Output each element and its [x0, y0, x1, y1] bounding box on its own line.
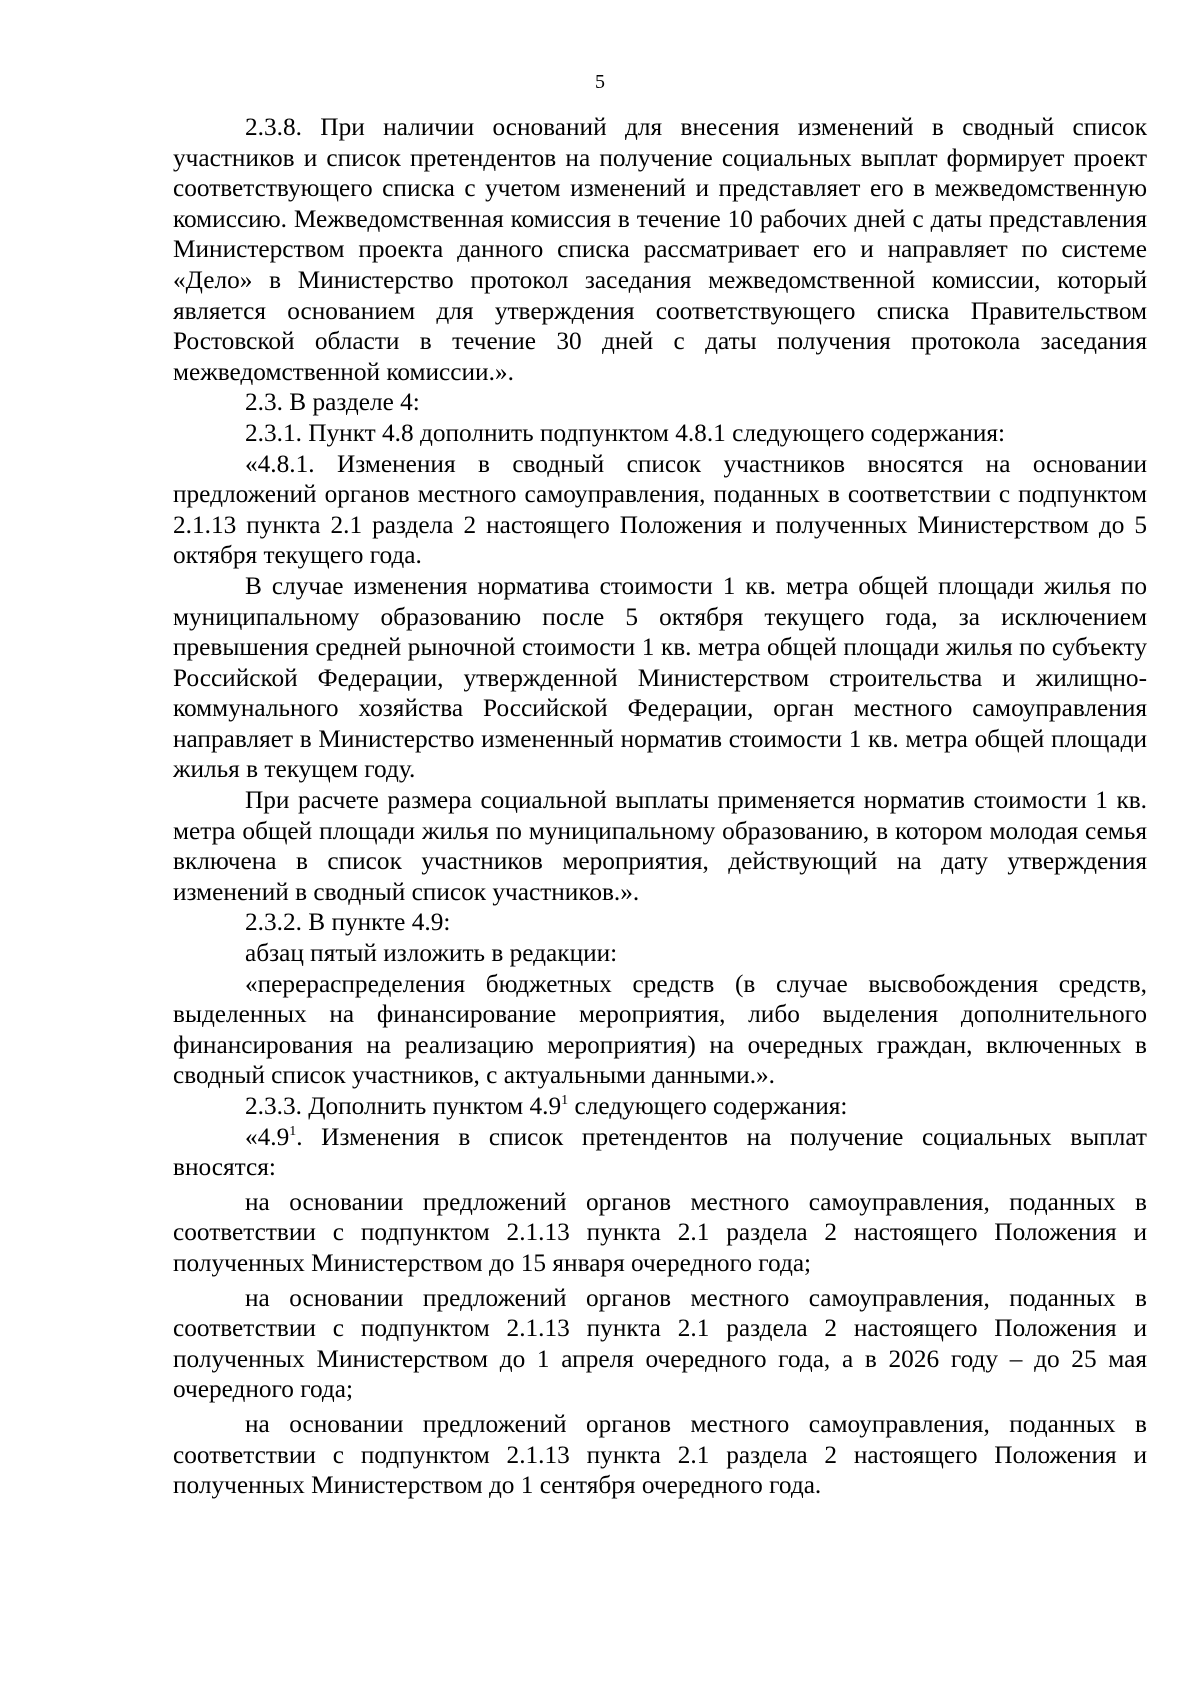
- paragraph-4-9-1-tail: . Изменения в список претендентов на получение социальных выплат вносятся:: [173, 1122, 1147, 1182]
- paragraph-redistribution: «перераспределения бюджетных средств (в случае высвобождения средств, выделенных на финансирование мероприятия, либо выделения дополнительного финансирования на реализацию мероприятия) на очередных граждан, включенных в сводный список участников, с актуальными данными.».: [173, 969, 1147, 1090]
- paragraph-4-9-1: [173, 1122, 1147, 1183]
- paragraph-2-3-8: 2.3.8. При наличии оснований для внесения изменений в сводный список участников и список претендентов на получение социальных выплат формирует проект соответствующего списка с учетом изменений и представляет его в межведомственную комиссию. Межведомственная комиссия в течение 10 рабочих дней с даты представления Министерством проекта данного списка рассматривает его и направляет по системе «Дело» в Министерство протокол заседания межведомственной комиссии, который является основанием для утверждения соответствующего списка Правительством Ростовской области в течение 30 дней с даты получения протокола заседания межведомственной комиссии.».: [173, 113, 1147, 386]
- superscript-one: 1: [289, 1123, 297, 1139]
- paragraph-2-3-1: 2.3.1. Пункт 4.8 дополнить подпунктом 4.8.1 следующего содержания:: [245, 418, 1006, 447]
- paragraph-january: на основании предложений органов местного самоуправления, поданных в соответствии с подпунктом 2.1.13 пункта 2.1 раздела 2 настоящего Положения и полученных Министерством до 15 января очередного года;: [173, 1187, 1147, 1277]
- paragraph-september: на основании предложений органов местного самоуправления, поданных в соответствии с подпунктом 2.1.13 пункта 2.1 раздела 2 настоящего Положения и полученных Министерством до 1 сентября очередного года.: [173, 1409, 1147, 1500]
- paragraph-2-3-3-tail: следующего содержания:: [568, 1092, 848, 1120]
- page-number: 5: [595, 71, 605, 93]
- paragraph-2-3-3-text: 2.3.3. Дополнить пунктом 4.9: [245, 1092, 562, 1120]
- paragraph-norm-change: В случае изменения норматива стоимости 1 кв. метра общей площади жилья по муниципальному образованию после 5 октября текущего года, за исключением превышения средней рыночной стоимости 1 кв. метра общей площади жилья по субъекту Российской Федерации, утвержденной Министерством строительства и жилищно-коммунального хозяйства Российской Федерации, орган местного самоуправления направляет в Министерство измененный норматив стоимости 1 кв. метра общей площади жилья в текущем году.: [173, 571, 1147, 784]
- document-body: [173, 112, 1147, 1501]
- paragraph-2-3-2: 2.3.2. В пункте 4.9:: [245, 908, 451, 937]
- paragraph-april: на основании предложений органов местного самоуправления, поданных в соответствии с подпунктом 2.1.13 пункта 2.1 раздела 2 настоящего Положения и полученных Министерством до 1 апреля очередного года, а в 2026 году – до 25 мая очередного года;: [173, 1283, 1147, 1404]
- paragraph-2-3: 2.3. В разделе 4:: [245, 388, 420, 417]
- paragraph-4-8-1: «4.8.1. Изменения в сводный список участников вносятся на основании предложений органов местного самоуправления, поданных в соответствии с подпунктом 2.1.13 пункта 2.1 раздела 2 настоящего Положения и полученных Министерством до 5 октября текущего года.: [173, 449, 1147, 570]
- superscript-one: 1: [561, 1093, 569, 1108]
- paragraph-fifth-abzac: абзац пятый изложить в редакции:: [245, 939, 618, 968]
- paragraph-2-3-3: [173, 1091, 1147, 1122]
- paragraph-4-9-1-text: «4.9: [245, 1122, 290, 1151]
- paragraph-calculation: При расчете размера социальной выплаты применяется норматив стоимости 1 кв. метра общей площади жилья по муниципальному образованию, в котором молодая семья включена в список участников мероприятия, действующий на дату утверждения изменений в сводный список участников.».: [173, 786, 1147, 906]
